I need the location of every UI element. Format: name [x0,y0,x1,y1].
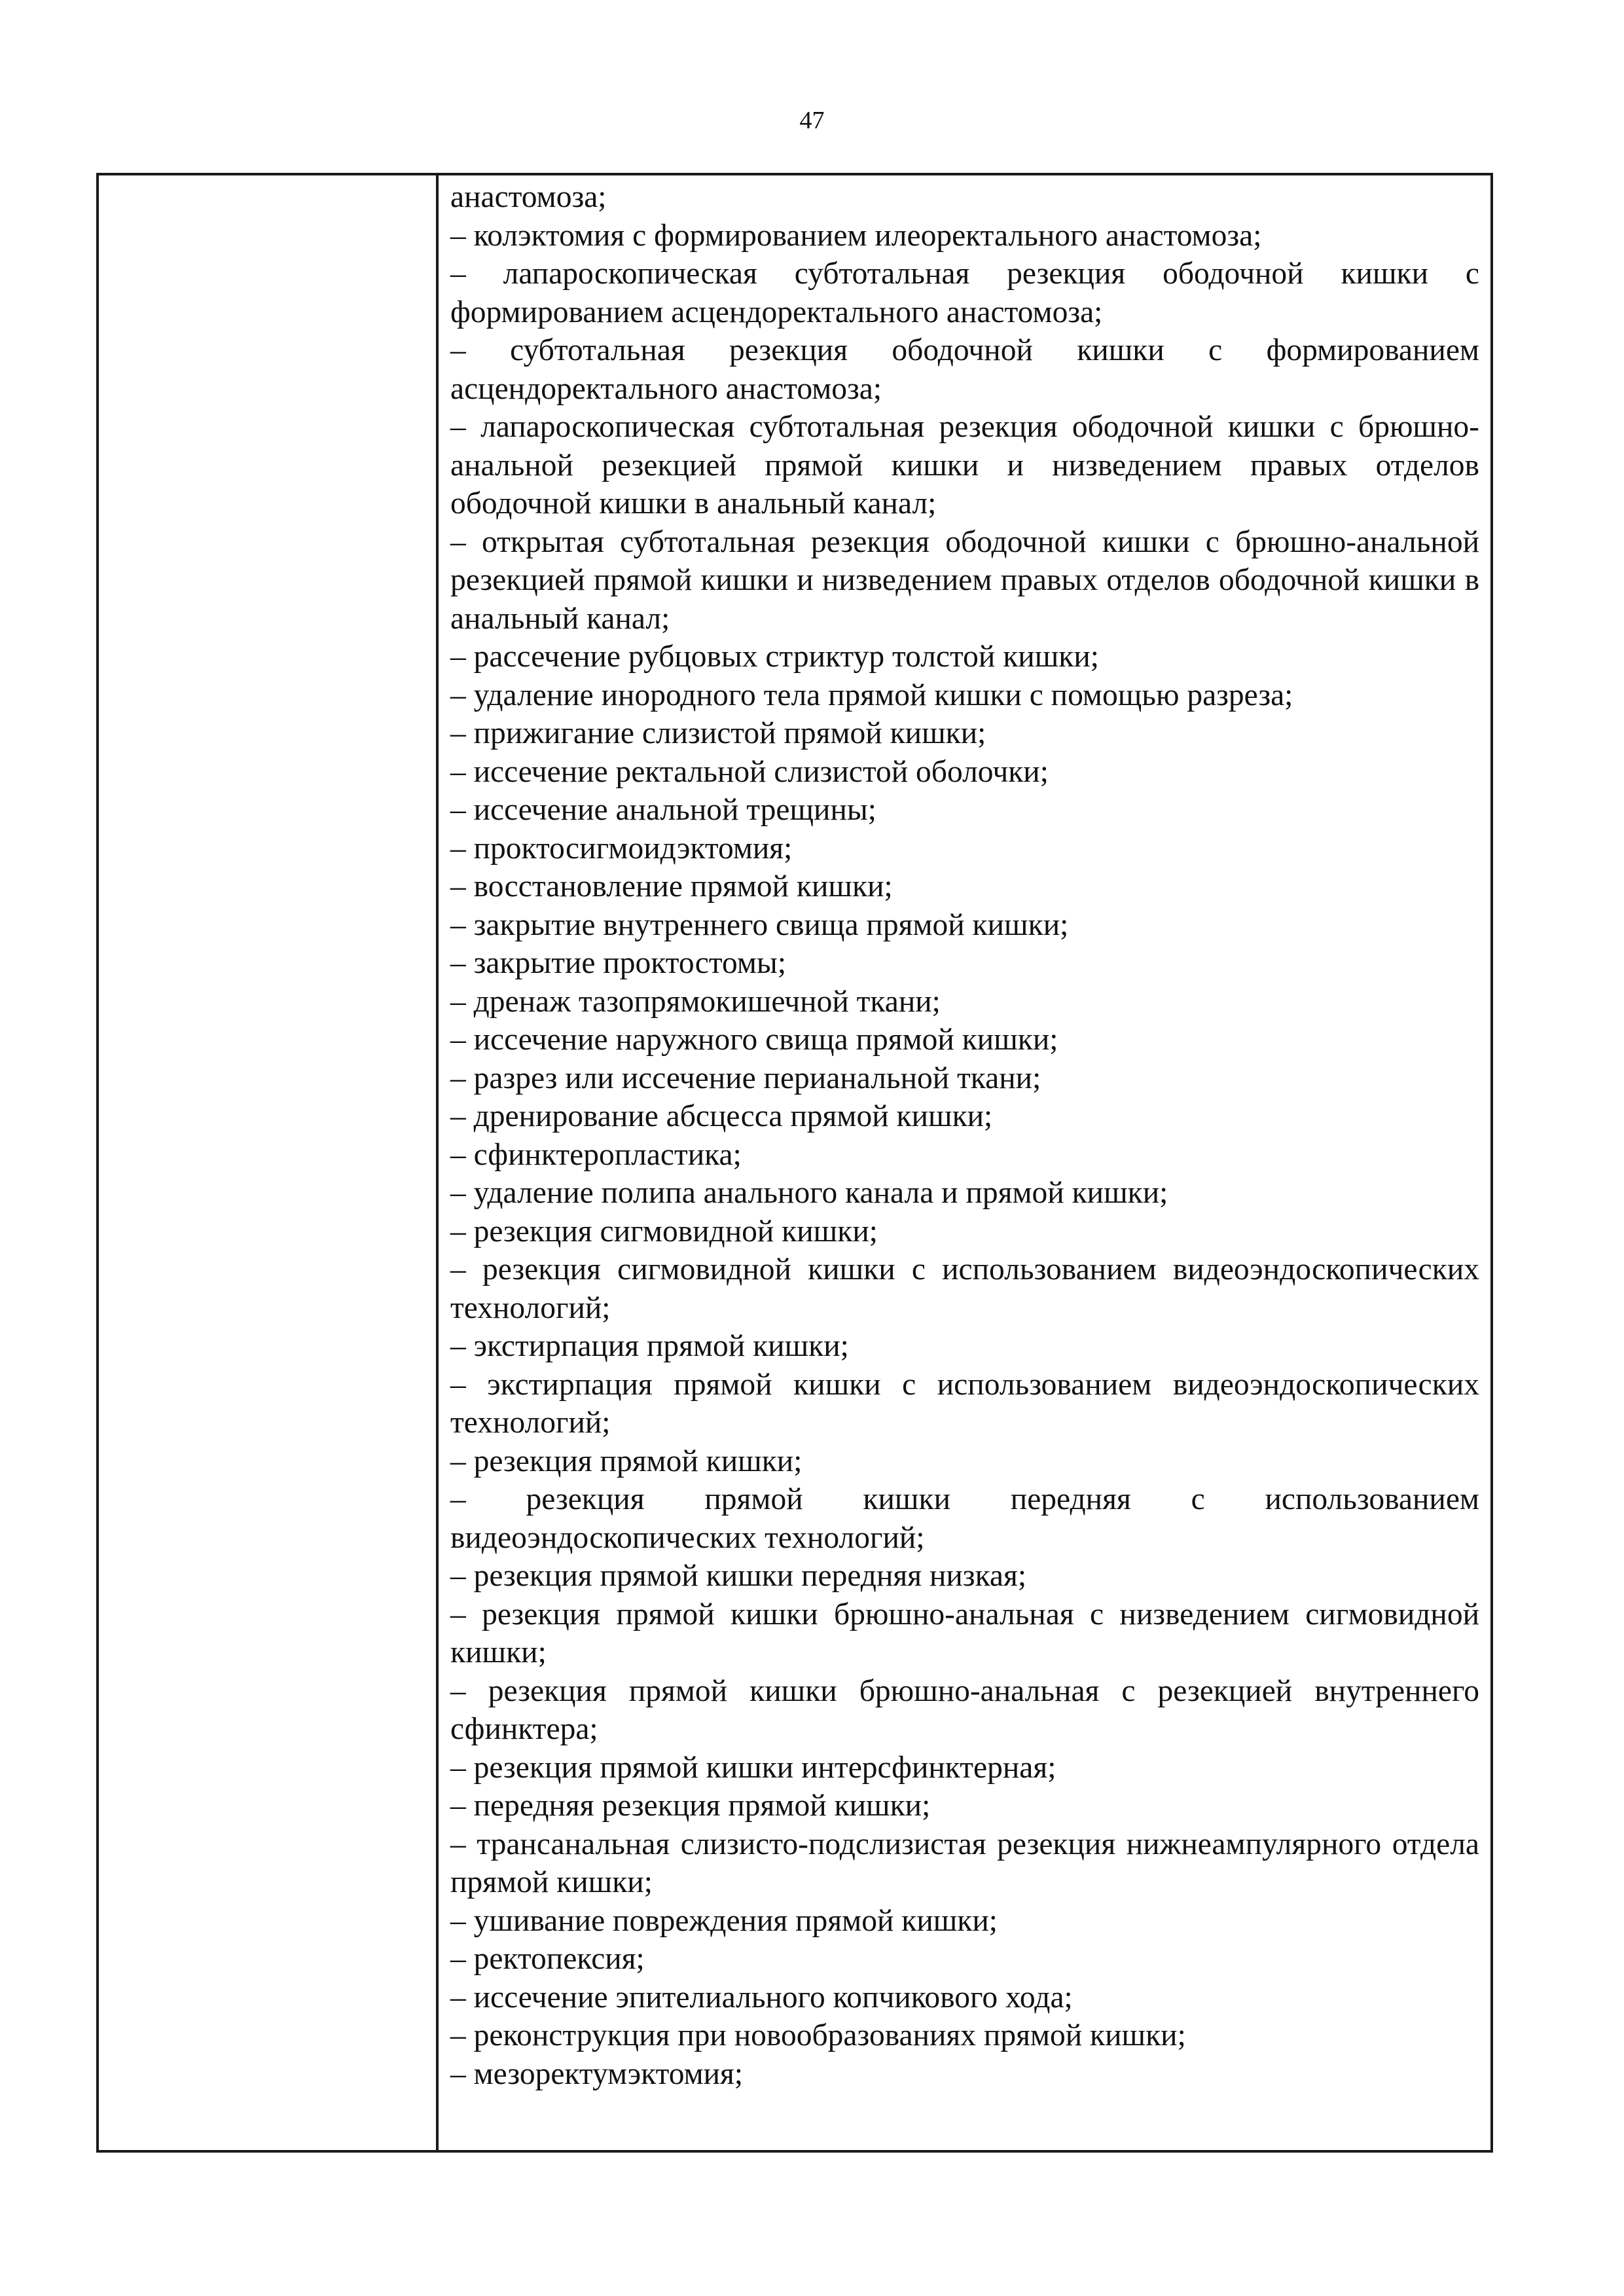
list-item: – ушивание повреждения прямой кишки; [450,1903,998,1938]
list-item: – удаление полипа анального канала и прямой кишки; [450,1176,1168,1210]
list-item: – лапароскопическая субтотальная резекция ободочной кишки с формированием асцендоректального анастомоза; [450,257,1479,329]
list-item: – разрез или иссечение перианальной ткани; [450,1061,1041,1095]
list-item: – дренирование абсцесса прямой кишки; [450,1099,993,1133]
list-item: – удаление инородного тела прямой кишки с помощью разреза; [450,678,1293,712]
list-item: – резекция прямой кишки передняя с использованием видеоэндоскопических технологий; [450,1482,1479,1555]
list-item: – иссечение ректальной слизистой оболочки; [450,754,1049,789]
list-item: – субтотальная резекция ободочной кишки с формированием асцендоректального анастомоза; [450,333,1479,406]
list-item: – восстановление прямой кишки; [450,869,893,903]
column-divider [436,175,439,2150]
list-item: – резекция прямой кишки передняя низкая; [450,1559,1027,1593]
table [96,173,1493,2153]
list-item: – проктосигмоидэктомия; [450,831,793,866]
list-item: – рассечение рубцовых стриктур толстой кишки; [450,640,1099,674]
list-item: – передняя резекция прямой кишки; [450,1789,931,1823]
page-number: 47 [799,107,825,134]
list-item: – иссечение эпителиального копчикового хода; [450,1980,1073,2014]
list-item: – иссечение наружного свища прямой кишки; [450,1023,1058,1057]
list-item: – иссечение анальной трещины; [450,793,876,827]
list-item: – резекция сигмовидной кишки с использованием видеоэндоскопических технологий; [450,1252,1479,1325]
list-item: – прижигание слизистой прямой кишки; [450,716,986,750]
procedure-list [450,178,1479,2093]
list-item: – лапароскопическая субтотальная резекция ободочной кишки с брюшно-анальной резекцией прямой кишки и низведением правых отделов ободочной кишки в анальный канал; [450,410,1479,520]
list-item: – ректопексия; [450,1942,645,1976]
list-item: – экстирпация прямой кишки с использованием видеоэндоскопических технологий; [450,1367,1479,1440]
list-item: – резекция прямой кишки интерсфинктерная; [450,1750,1056,1785]
list-item: анастомоза; [450,180,607,214]
list-item: – реконструкция при новообразованиях прямой кишки; [450,2018,1186,2052]
list-item: – резекция прямой кишки брюшно-анальная с низведением сигмовидной кишки; [450,1597,1479,1669]
list-item: – сфинктеропластика; [450,1137,742,1172]
list-item: – мезоректумэктомия; [450,2056,744,2091]
list-item: – резекция сигмовидной кишки; [450,1214,878,1248]
list-item: – резекция прямой кишки брюшно-анальная с резекцией внутреннего сфинктера; [450,1673,1479,1746]
list-item: – резекция прямой кишки; [450,1444,803,1478]
list-item: – экстирпация прямой кишки; [450,1329,849,1363]
list-item: – открытая субтотальная резекция ободочной кишки с брюшно-анальной резекцией прямой кишки и низведением правых отделов ободочной кишки в анальный канал; [450,524,1479,636]
list-item: – закрытие внутреннего свища прямой кишки; [450,907,1069,942]
list-item: – дренаж тазопрямокишечной ткани; [450,984,941,1019]
list-item: – колэктомия с формированием илеоректального анастомоза; [450,218,1262,253]
list-item: – трансанальная слизисто-подслизистая резекция нижнеампулярного отдела прямой кишки; [450,1827,1479,1899]
list-item: – закрытие проктостомы; [450,946,787,980]
